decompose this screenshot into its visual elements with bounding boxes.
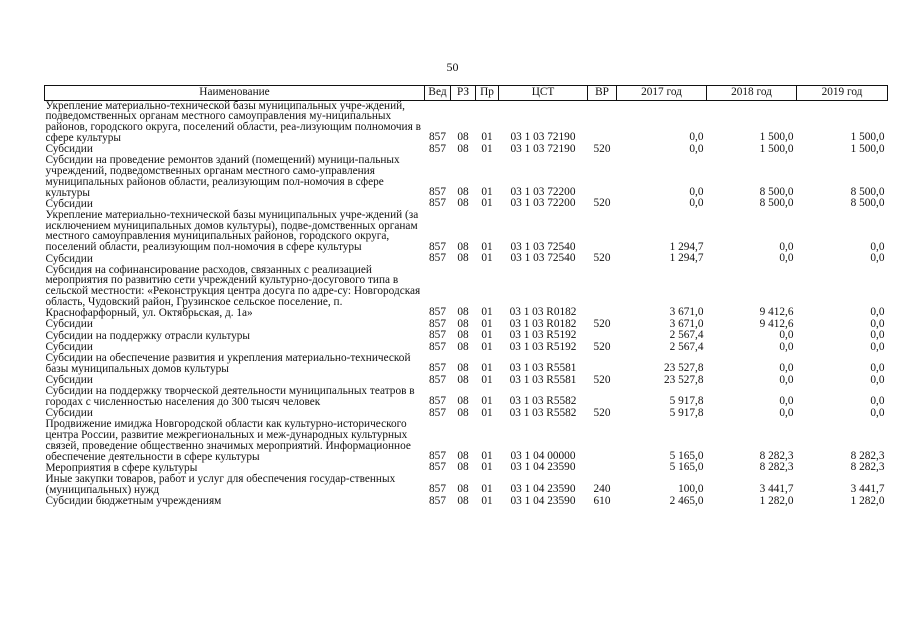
row-vr bbox=[588, 265, 617, 319]
row-cst: 03 1 03 72540 bbox=[510, 240, 576, 253]
table-row bbox=[45, 210, 888, 253]
row-rz: 08 bbox=[457, 185, 469, 198]
row-vr bbox=[588, 100, 617, 144]
header-pr: Пр bbox=[476, 86, 499, 101]
table-body bbox=[45, 100, 888, 507]
row-vr: 520 bbox=[593, 252, 611, 265]
row-ved: 857 bbox=[429, 252, 446, 265]
row-value-2017: 0,0 bbox=[689, 131, 704, 144]
row-value-2017: 23 527,8 bbox=[663, 373, 704, 386]
row-value-2017: 3 671,0 bbox=[669, 306, 704, 319]
row-vr: 520 bbox=[593, 373, 611, 386]
row-ved: 857 bbox=[429, 449, 446, 462]
row-ved: 857 bbox=[429, 494, 446, 507]
row-vr bbox=[588, 210, 617, 253]
row-ved: 857 bbox=[429, 373, 446, 386]
row-value-2019: 1 282,0 bbox=[850, 494, 885, 507]
row-pr: 01 bbox=[481, 197, 493, 210]
row-name: Субсидии на поддержку отрасли культуры bbox=[45, 329, 251, 342]
row-cst: 03 1 03 R5582 bbox=[509, 395, 577, 408]
budget-table bbox=[44, 85, 888, 507]
row-name: Субсидии bbox=[45, 407, 93, 420]
row-value-2018: 9 412,6 bbox=[759, 306, 794, 319]
row-name: Субсидии bbox=[45, 374, 93, 387]
row-value-2018: 0,0 bbox=[779, 362, 794, 375]
row-ved: 857 bbox=[429, 483, 446, 496]
row-ved: 857 bbox=[429, 340, 446, 353]
row-name: Субсидия на софинансирование расходов, связанных с реализацией мероприятия по развитию сети учреждений культурно-досугового типа в сельской местности: «Реконструкция центра досуга по адре-су: Новгородская область, Чудовский район, Грузинское сельское поселение, п. Краснофарфорный, ул. Октябрьская, д. 1а» bbox=[45, 263, 421, 319]
row-pr: 01 bbox=[481, 306, 493, 319]
header-rz: РЗ bbox=[451, 86, 476, 101]
row-value-2019: 8 500,0 bbox=[850, 185, 885, 198]
row-cst: 03 1 04 23590 bbox=[510, 483, 576, 496]
table-row bbox=[45, 386, 888, 408]
row-value-2018: 1 282,0 bbox=[759, 494, 794, 507]
row-vr bbox=[588, 155, 617, 198]
row-value-2018: 9 412,6 bbox=[759, 317, 794, 330]
row-value-2017: 1 294,7 bbox=[669, 252, 704, 265]
header-vr: ВР bbox=[588, 86, 617, 101]
row-vr: 520 bbox=[593, 142, 611, 155]
row-cst: 03 1 03 72200 bbox=[510, 185, 576, 198]
row-cst: 03 1 03 R5192 bbox=[509, 340, 577, 353]
row-value-2019: 0,0 bbox=[870, 252, 885, 265]
row-value-2019: 8 282,3 bbox=[850, 461, 885, 474]
row-value-2018: 8 282,3 bbox=[759, 449, 794, 462]
row-pr: 01 bbox=[481, 449, 493, 462]
row-value-2017: 2 567,4 bbox=[669, 329, 704, 342]
row-vr: 240 bbox=[593, 483, 611, 496]
row-pr: 01 bbox=[481, 340, 493, 353]
row-name: Субсидии bbox=[45, 341, 93, 354]
row-name: Укрепление материально-технической базы муниципальных учре-ждений, подведомственных органам местного самоуправления му-ниципальных районов, городского округа, поселений области, реа-лизующим полномочия в сфере культуры bbox=[45, 99, 421, 144]
row-rz: 08 bbox=[457, 362, 469, 375]
row-value-2019: 0,0 bbox=[870, 406, 885, 419]
row-value-2017: 2 465,0 bbox=[669, 494, 704, 507]
table-row bbox=[45, 353, 888, 375]
row-cst: 03 1 03 R5192 bbox=[509, 329, 577, 342]
row-value-2019: 0,0 bbox=[870, 317, 885, 330]
header-2017: 2017 год bbox=[617, 86, 707, 101]
table-row bbox=[45, 474, 888, 496]
row-value-2018: 0,0 bbox=[779, 373, 794, 386]
row-cst: 03 1 03 R5581 bbox=[509, 362, 577, 375]
table-row bbox=[45, 100, 888, 144]
row-pr: 01 bbox=[481, 252, 493, 265]
row-name: Иные закупки товаров, работ и услуг для обеспечения государ-ственных (муниципальных) нужд bbox=[45, 472, 396, 496]
row-rz: 08 bbox=[457, 483, 469, 496]
row-vr: 610 bbox=[593, 494, 611, 507]
row-value-2018: 0,0 bbox=[779, 329, 794, 342]
row-value-2019: 0,0 bbox=[870, 340, 885, 353]
row-vr: 520 bbox=[593, 340, 611, 353]
row-ved: 857 bbox=[429, 406, 446, 419]
row-name: Субсидии на поддержку творческой деятельности муниципальных театров в городах с численностью населения до 300 тысяч человек bbox=[45, 385, 415, 408]
row-value-2018: 8 500,0 bbox=[759, 197, 794, 210]
row-pr: 01 bbox=[481, 406, 493, 419]
row-value-2018: 8 500,0 bbox=[759, 185, 794, 198]
row-name: Субсидии бюджетным учреждениям bbox=[45, 495, 222, 508]
row-pr: 01 bbox=[481, 131, 493, 144]
row-vr bbox=[588, 419, 617, 462]
row-ved: 857 bbox=[429, 329, 446, 342]
row-vr: 520 bbox=[593, 197, 611, 210]
row-rz: 08 bbox=[457, 340, 469, 353]
row-rz: 08 bbox=[457, 317, 469, 330]
row-rz: 08 bbox=[457, 395, 469, 408]
row-name: Субсидии bbox=[45, 198, 93, 211]
row-name: Субсидии на обеспечение развития и укрепления материально-технической базы муниципальных домов культуры bbox=[45, 352, 411, 375]
row-value-2019: 0,0 bbox=[870, 306, 885, 319]
row-ved: 857 bbox=[429, 131, 446, 144]
row-rz: 08 bbox=[457, 306, 469, 319]
table-row bbox=[45, 253, 888, 265]
row-name: Субсидии bbox=[45, 318, 93, 331]
row-value-2017: 0,0 bbox=[689, 142, 704, 155]
row-cst: 03 1 03 R0182 bbox=[509, 317, 577, 330]
row-ved: 857 bbox=[429, 142, 446, 155]
row-vr bbox=[588, 330, 617, 342]
table-row bbox=[45, 496, 888, 508]
table-row bbox=[45, 419, 888, 462]
row-value-2019: 0,0 bbox=[870, 362, 885, 375]
row-ved: 857 bbox=[429, 395, 446, 408]
row-pr: 01 bbox=[481, 483, 493, 496]
header-ved: Вед bbox=[425, 86, 451, 101]
row-pr: 01 bbox=[481, 185, 493, 198]
row-value-2017: 23 527,8 bbox=[663, 362, 704, 375]
row-rz: 08 bbox=[457, 252, 469, 265]
row-value-2019: 3 441,7 bbox=[850, 483, 885, 496]
row-value-2017: 5 165,0 bbox=[669, 461, 704, 474]
header-name: Наименование bbox=[45, 86, 425, 101]
row-value-2017: 0,0 bbox=[689, 197, 704, 210]
row-name: Продвижение имиджа Новгородской области как культурно-исторического центра России, развитие межрегиональных и меж-дународных культурных связей, проведение общественно значимых мероприятий. Информационное обеспечение деятельности в сфере культуры bbox=[45, 418, 411, 463]
table-row bbox=[45, 330, 888, 342]
row-cst: 03 1 04 23590 bbox=[510, 461, 576, 474]
row-value-2017: 0,0 bbox=[689, 185, 704, 198]
row-ved: 857 bbox=[429, 306, 446, 319]
row-cst: 03 1 04 00000 bbox=[510, 449, 576, 462]
row-cst: 03 1 03 R5582 bbox=[509, 406, 577, 419]
row-value-2019: 1 500,0 bbox=[850, 142, 885, 155]
row-value-2018: 0,0 bbox=[779, 252, 794, 265]
row-rz: 08 bbox=[457, 406, 469, 419]
row-ved: 857 bbox=[429, 240, 446, 253]
row-ved: 857 bbox=[429, 185, 446, 198]
row-value-2018: 3 441,7 bbox=[759, 483, 794, 496]
row-rz: 08 bbox=[457, 142, 469, 155]
row-vr bbox=[588, 353, 617, 375]
header-2018: 2018 год bbox=[707, 86, 797, 101]
page-number: 50 bbox=[446, 60, 459, 74]
row-value-2019: 0,0 bbox=[870, 240, 885, 253]
row-cst: 03 1 03 R0182 bbox=[509, 306, 577, 319]
row-name: Укрепление материально-технической базы муниципальных учре-ждений (за исключением муниципальных домов культуры), подве-домственных органам местного самоуправления муниципальных районов, городского округа, поселений области, реализующим пол-номочия в сфере культуры bbox=[45, 208, 419, 254]
row-vr: 520 bbox=[593, 406, 611, 419]
row-vr: 520 bbox=[593, 317, 611, 330]
row-pr: 01 bbox=[481, 461, 493, 474]
row-ved: 857 bbox=[429, 317, 446, 330]
table-row bbox=[45, 265, 888, 319]
row-cst: 03 1 03 72200 bbox=[510, 197, 576, 210]
row-pr: 01 bbox=[481, 373, 493, 386]
row-ved: 857 bbox=[429, 197, 446, 210]
row-value-2017: 3 671,0 bbox=[669, 317, 704, 330]
row-value-2019: 0,0 bbox=[870, 373, 885, 386]
row-vr bbox=[588, 386, 617, 408]
row-name: Субсидии bbox=[45, 252, 93, 265]
row-value-2019: 8 500,0 bbox=[850, 197, 885, 210]
row-pr: 01 bbox=[481, 395, 493, 408]
row-name: Субсидии bbox=[45, 143, 93, 156]
row-value-2019: 1 500,0 bbox=[850, 131, 885, 144]
row-rz: 08 bbox=[457, 329, 469, 342]
row-pr: 01 bbox=[481, 362, 493, 375]
row-pr: 01 bbox=[481, 240, 493, 253]
row-pr: 01 bbox=[481, 494, 493, 507]
row-rz: 08 bbox=[457, 494, 469, 507]
row-cst: 03 1 03 72190 bbox=[510, 131, 576, 144]
row-rz: 08 bbox=[457, 461, 469, 474]
row-value-2017: 1 294,7 bbox=[669, 240, 704, 253]
table-header-row bbox=[45, 86, 888, 101]
table-row bbox=[45, 155, 888, 198]
row-rz: 08 bbox=[457, 240, 469, 253]
row-cst: 03 1 04 23590 bbox=[510, 494, 576, 507]
row-vr bbox=[588, 462, 617, 474]
row-value-2017: 100,0 bbox=[678, 483, 704, 496]
row-ved: 857 bbox=[429, 362, 446, 375]
row-rz: 08 bbox=[457, 131, 469, 144]
row-ved: 857 bbox=[429, 461, 446, 474]
row-value-2017: 5 917,8 bbox=[669, 406, 704, 419]
row-value-2018: 0,0 bbox=[779, 340, 794, 353]
row-value-2018: 0,0 bbox=[779, 240, 794, 253]
row-value-2019: 8 282,3 bbox=[850, 449, 885, 462]
row-value-2018: 1 500,0 bbox=[759, 142, 794, 155]
row-value-2019: 0,0 bbox=[870, 329, 885, 342]
row-pr: 01 bbox=[481, 317, 493, 330]
row-rz: 08 bbox=[457, 197, 469, 210]
row-value-2018: 0,0 bbox=[779, 406, 794, 419]
row-value-2018: 1 500,0 bbox=[759, 131, 794, 144]
row-pr: 01 bbox=[481, 142, 493, 155]
row-value-2018: 0,0 bbox=[779, 395, 794, 408]
row-value-2017: 5 917,8 bbox=[669, 395, 704, 408]
header-2019: 2019 год bbox=[797, 86, 888, 101]
row-value-2017: 5 165,0 bbox=[669, 449, 704, 462]
row-name: Мероприятия в сфере культуры bbox=[45, 462, 198, 475]
row-pr: 01 bbox=[481, 329, 493, 342]
row-value-2017: 2 567,4 bbox=[669, 340, 704, 353]
row-rz: 08 bbox=[457, 449, 469, 462]
row-cst: 03 1 03 R5581 bbox=[509, 373, 577, 386]
row-rz: 08 bbox=[457, 373, 469, 386]
row-cst: 03 1 03 72540 bbox=[510, 252, 576, 265]
header-cst: ЦСТ bbox=[499, 86, 588, 101]
row-value-2019: 0,0 bbox=[870, 395, 885, 408]
row-cst: 03 1 03 72190 bbox=[510, 142, 576, 155]
row-name: Субсидии на проведение ремонтов зданий (помещений) муници-пальных учреждений, подведомственных органам местного само-управления муниципальных районов области, реализующим пол-номочия в сфере культуры bbox=[45, 154, 400, 199]
row-value-2018: 8 282,3 bbox=[759, 461, 794, 474]
